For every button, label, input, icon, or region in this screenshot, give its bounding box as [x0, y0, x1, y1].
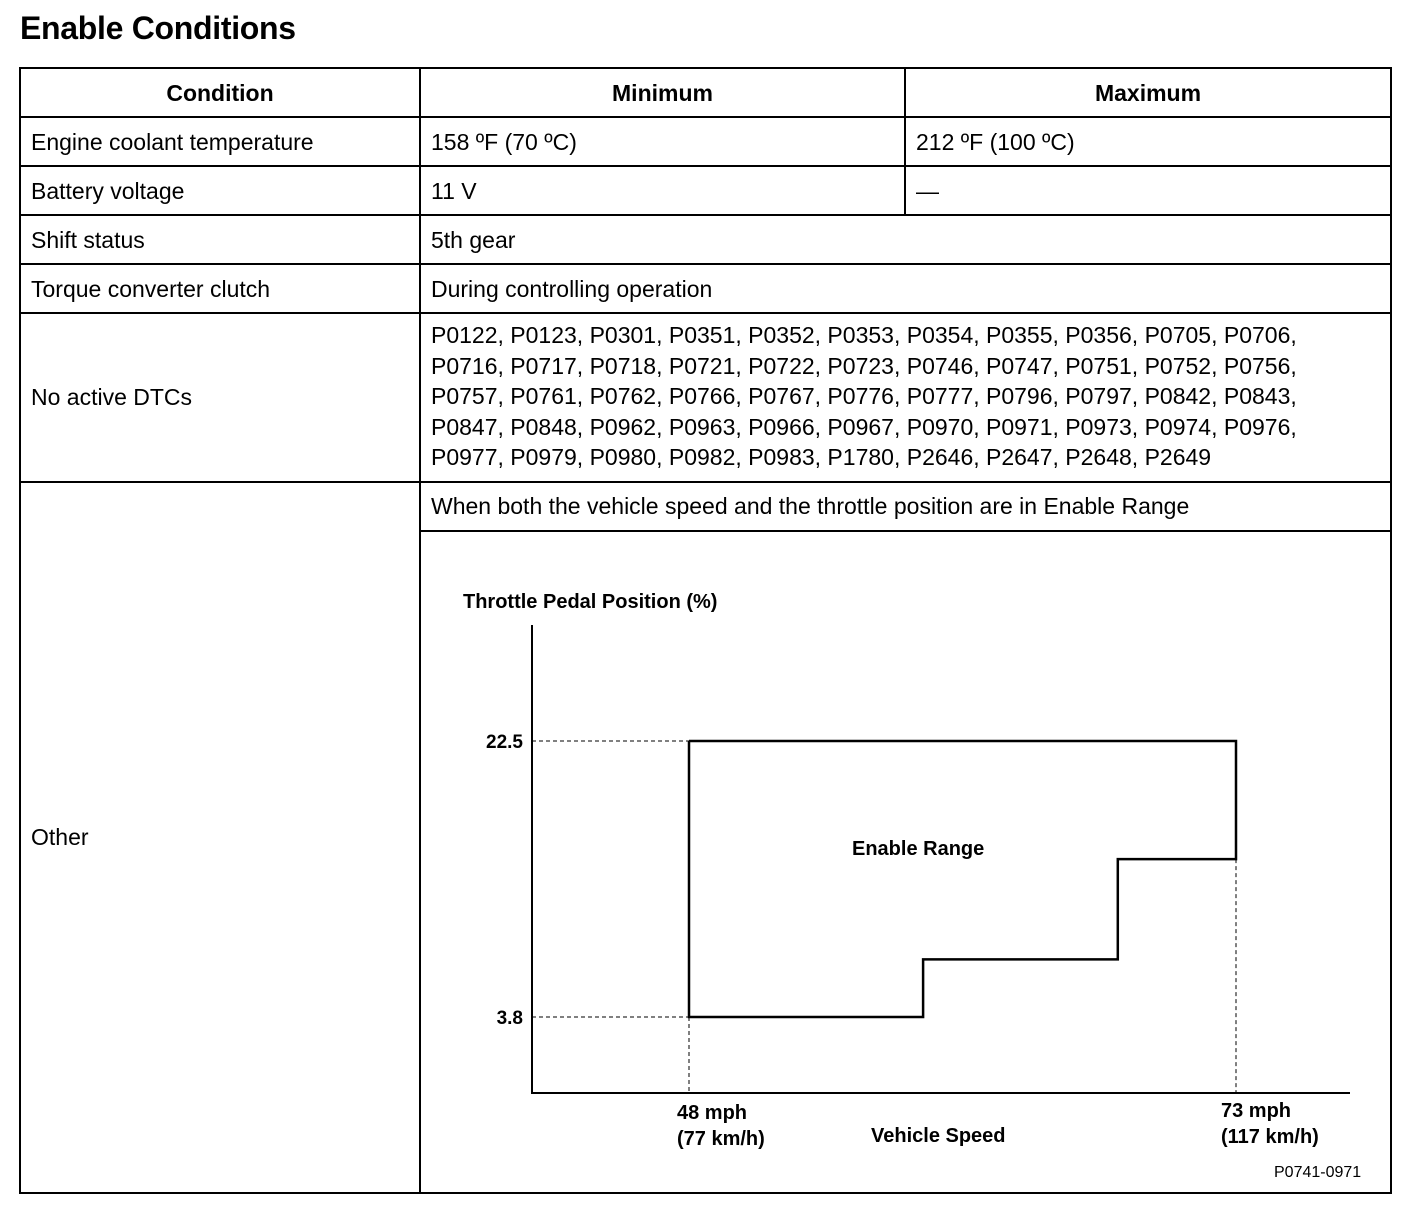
dtc-line: P0847, P0848, P0962, P0963, P0966, P0967, P0970, P0971, P0973, P0974, P0976,	[431, 413, 1297, 440]
enable-range-label: Enable Range	[852, 837, 985, 860]
table-row	[20, 117, 1391, 166]
table-row	[20, 264, 1391, 313]
value-cell: During controlling operation	[420, 264, 1391, 313]
header-maximum: Maximum	[905, 68, 1391, 117]
figure-id: P0741-0971	[1274, 1163, 1362, 1181]
y-tick-label: 22.5	[486, 731, 523, 753]
x-tick-label: (77 km/h)	[677, 1127, 765, 1150]
x-axis-label: Vehicle Speed	[871, 1124, 1006, 1147]
dtc-line: P0977, P0979, P0980, P0982, P0983, P1780, P2646, P2647, P2648, P2649	[431, 444, 1212, 470]
minimum-cell: 11 V	[420, 166, 905, 215]
condition-cell: Engine coolant temperature	[20, 117, 420, 166]
dtc-line: P0122, P0123, P0301, P0351, P0352, P0353, P0354, P0355, P0356, P0705, P0706,	[431, 322, 1297, 348]
enable-conditions-table	[19, 67, 1392, 1194]
maximum-cell: 212 ºF (100 ºC)	[905, 117, 1391, 166]
header-condition: Condition	[20, 68, 420, 117]
dtc-line: P0757, P0761, P0762, P0766, P0767, P0776, P0777, P0796, P0797, P0842, P0843,	[431, 383, 1297, 409]
x-tick-label: 73 mph	[1221, 1099, 1292, 1122]
x-tick-label: 48 mph	[677, 1101, 748, 1124]
y-axis-label: Throttle Pedal Position (%)	[463, 590, 718, 613]
condition-cell: Torque converter clutch	[20, 264, 420, 313]
table-row	[20, 166, 1391, 215]
maximum-cell: —	[905, 166, 1391, 215]
dtc-list-cell	[420, 313, 1391, 482]
enable-range-chart	[421, 532, 1390, 1192]
table-row	[20, 482, 1391, 531]
table-row	[20, 215, 1391, 264]
condition-cell: Other	[20, 482, 420, 1193]
value-cell: 5th gear	[420, 215, 1391, 264]
dtc-line: P0716, P0717, P0718, P0721, P0722, P0723, P0746, P0747, P0751, P0752, P0756,	[431, 352, 1297, 379]
enable-range-boundary	[689, 741, 1236, 1017]
page-title: Enable Conditions	[20, 10, 296, 46]
condition-cell: No active DTCs	[20, 313, 420, 482]
y-tick-label: 3.8	[496, 1007, 523, 1029]
table-row	[20, 313, 1391, 482]
minimum-cell: 158 ºF (70 ºC)	[420, 117, 905, 166]
condition-cell: Battery voltage	[20, 166, 420, 215]
header-minimum: Minimum	[420, 68, 905, 117]
table-header-row	[20, 68, 1391, 117]
condition-cell: Shift status	[20, 215, 420, 264]
x-tick-label: (117 km/h)	[1221, 1125, 1319, 1148]
chart-cell	[420, 531, 1391, 1193]
value-cell: When both the vehicle speed and the throttle position are in Enable Range	[420, 482, 1391, 531]
